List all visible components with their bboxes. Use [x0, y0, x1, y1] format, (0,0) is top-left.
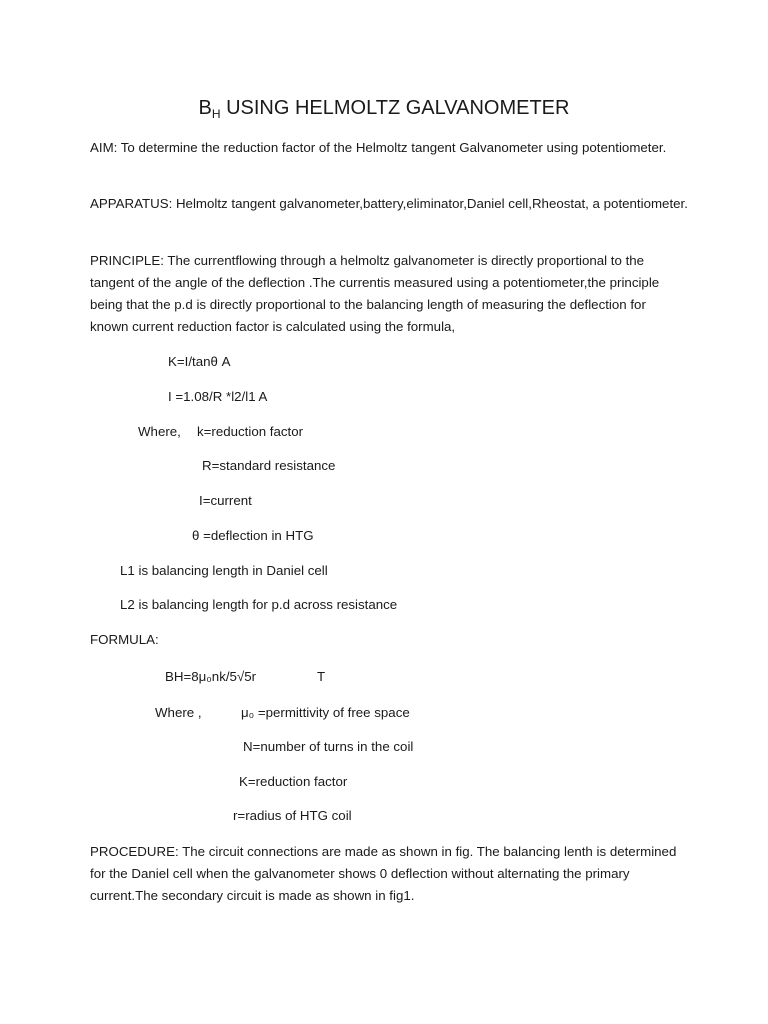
- r-definition: R=standard resistance: [202, 458, 336, 473]
- theta-definition: θ =deflection in HTG: [192, 528, 314, 543]
- apparatus-paragraph: APPARATUS: Helmoltz tangent galvanometer,battery,eliminator,Daniel cell,Rheostat, a potentiometer.: [90, 196, 688, 211]
- principle-paragraph: PRINCIPLE: The currentflowing through a helmoltz galvanometer is directly proportional to the tangent of the angle of the deflection .The currentis measured using a potentiometer,the principle being that the p.d is directly proportional to the balancing length of measuring the deflection for known current reduction factor is calculated using the formula,: [90, 253, 660, 334]
- where-label-2: Where ,: [155, 705, 202, 720]
- bh-unit: T: [317, 669, 326, 684]
- title-main: B: [198, 97, 212, 119]
- mu-definition: μ₀ =permittivity of free space: [241, 705, 410, 720]
- bh-formula: BH=8μ₀nk/5√5r: [165, 669, 257, 684]
- k-equation: K=I/tanθ A: [168, 354, 231, 369]
- n-definition: N=number of turns in the coil: [243, 739, 414, 754]
- where-label: Where,: [138, 424, 181, 439]
- formula-heading: FORMULA:: [90, 632, 159, 647]
- i-equation: I =1.08/R *l2/l1 A: [168, 389, 268, 404]
- l2-definition: L2 is balancing length for p.d across resistance: [120, 597, 398, 612]
- r-radius-definition: r=radius of HTG coil: [233, 808, 352, 823]
- aim-paragraph: AIM: To determine the reduction factor of the Helmoltz tangent Galvanometer using potentiometer.: [90, 140, 667, 155]
- procedure-paragraph: PROCEDURE: The circuit connections are made as shown in fig. The balancing lenth is determined for the Daniel cell when the galvanometer shows 0 deflection without alternating the primary current.The secondary circuit is made as shown in fig1.: [90, 844, 677, 903]
- k-definition-2: K=reduction factor: [239, 774, 348, 789]
- page-title: [0, 94, 768, 128]
- k-definition: k=reduction factor: [197, 424, 304, 439]
- i-definition: I=current: [199, 493, 252, 508]
- title-rest: USING HELMOLTZ GALVANOMETER: [220, 97, 570, 119]
- l1-definition: L1 is balancing length in Daniel cell: [120, 563, 328, 578]
- title-subscript: H: [211, 107, 221, 121]
